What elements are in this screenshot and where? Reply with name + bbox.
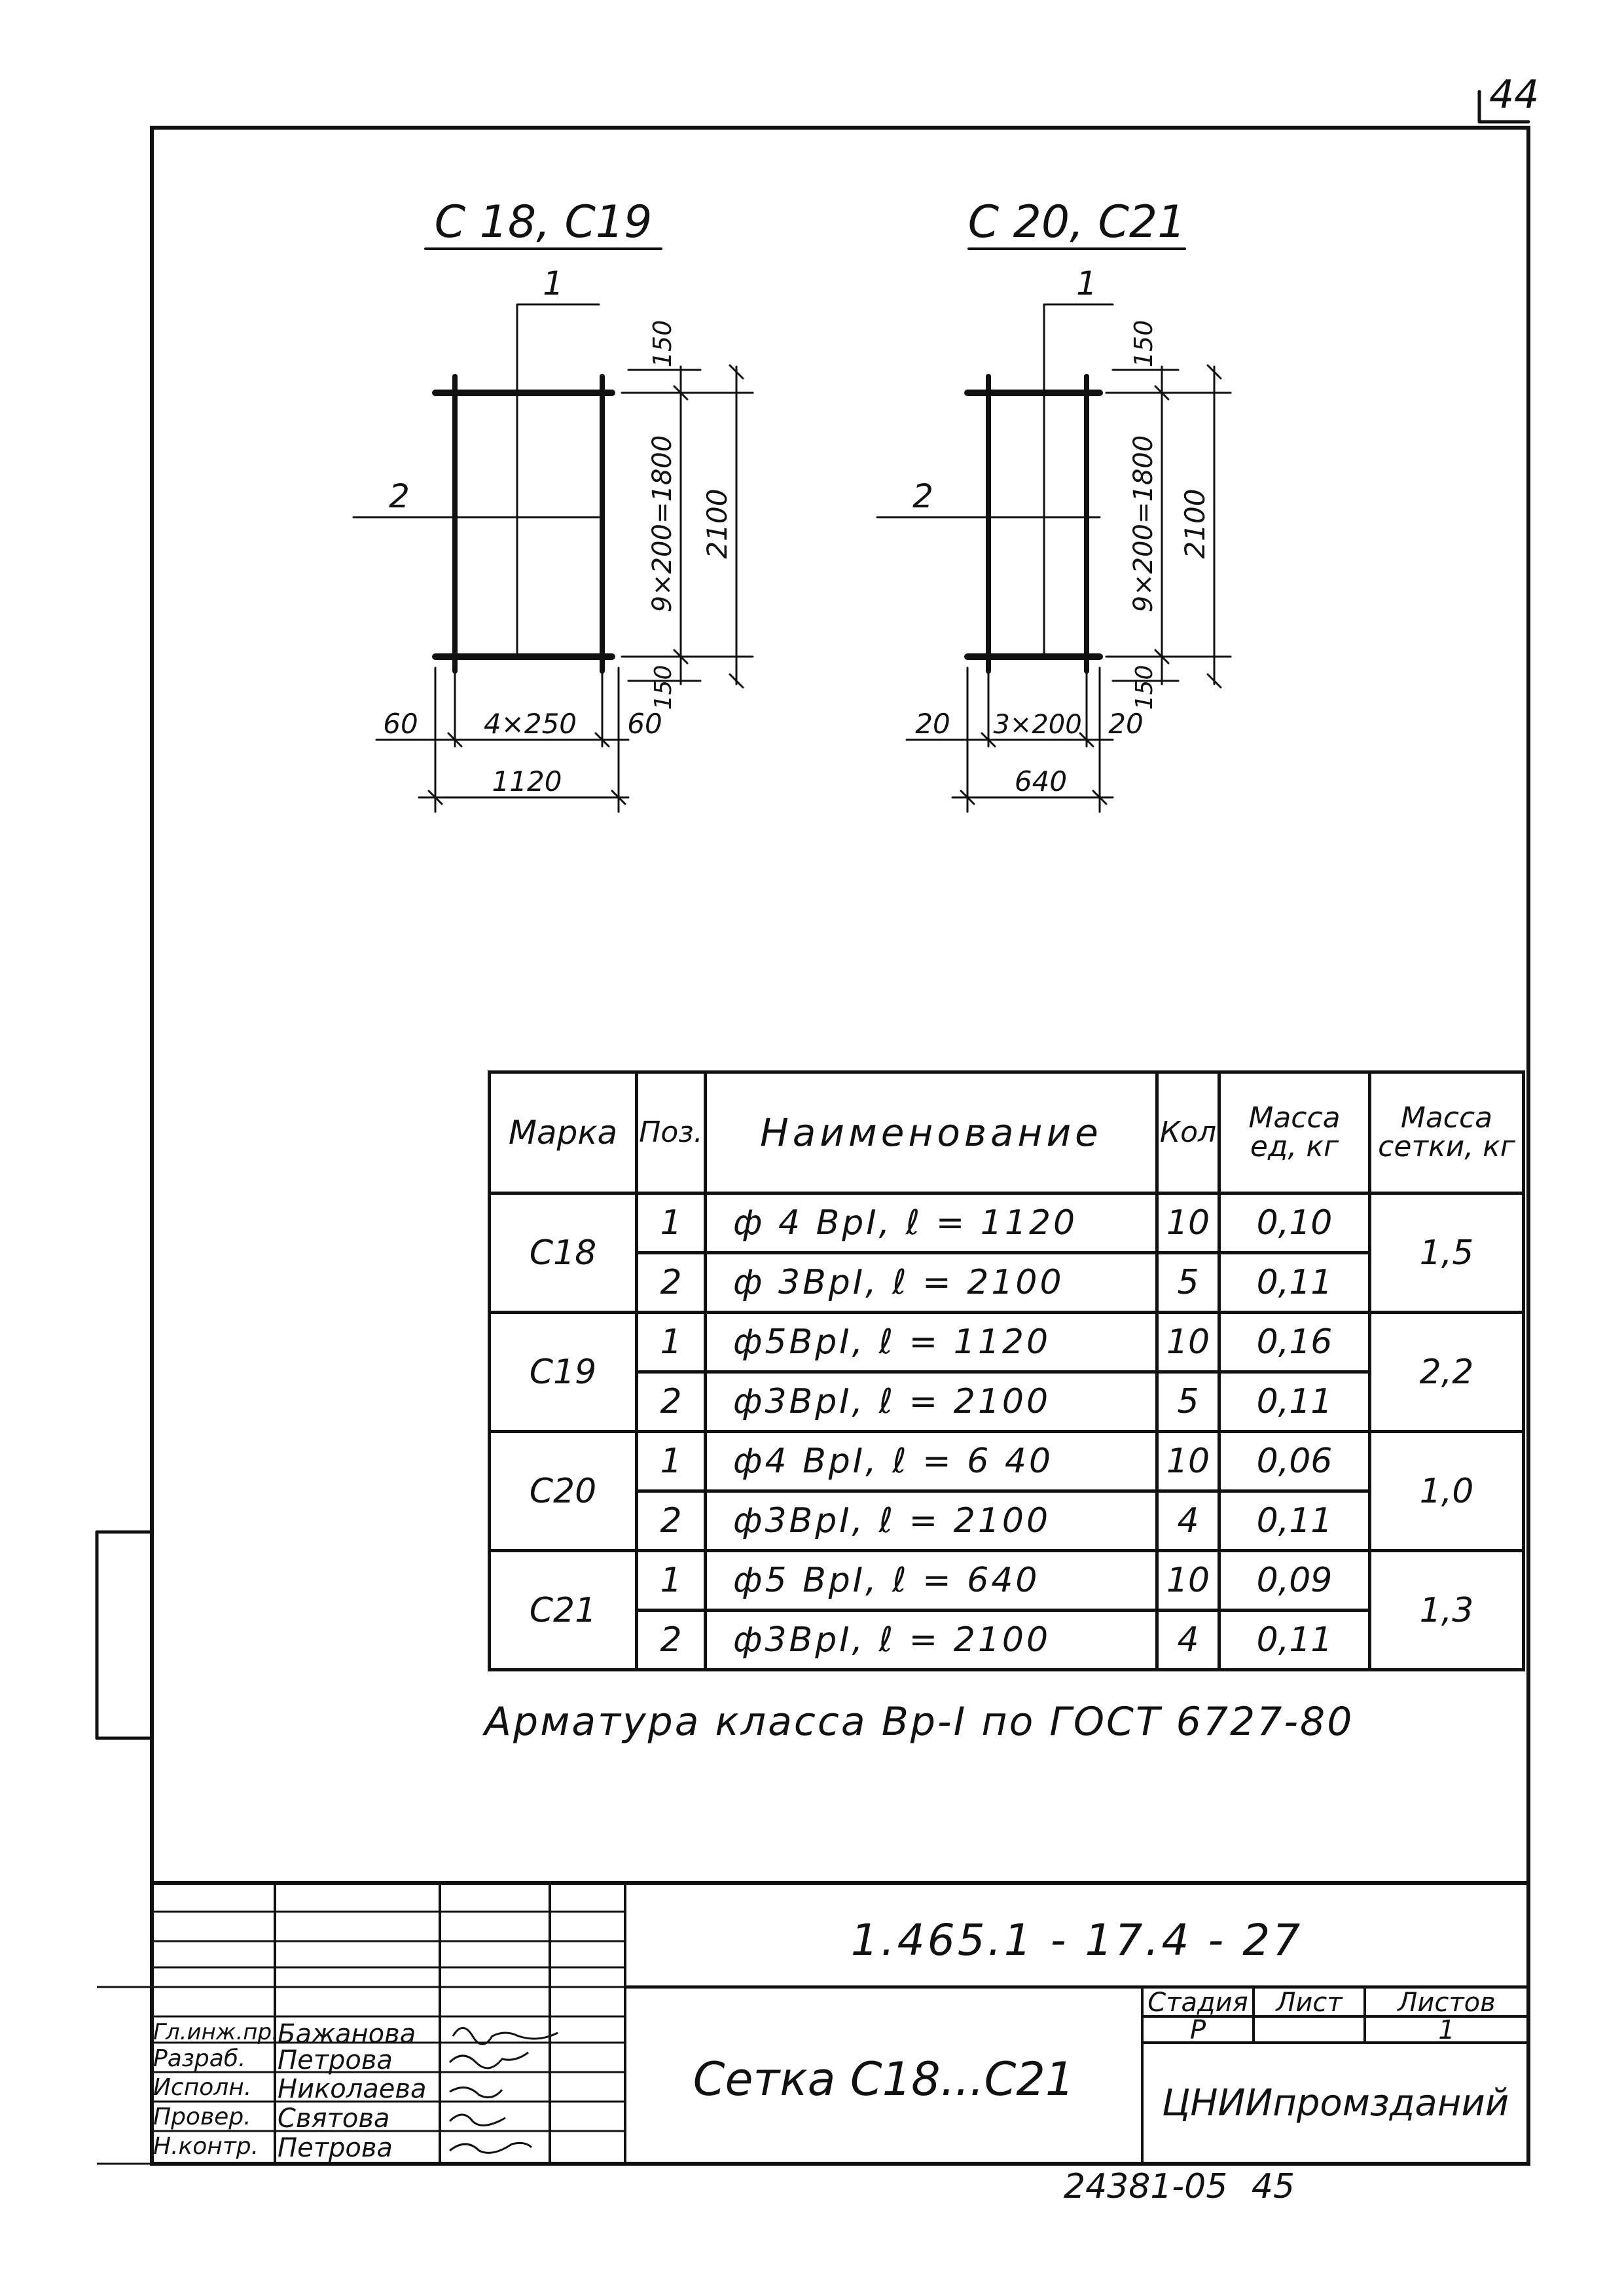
cell-name: ф3ВрI, ℓ = 2100 [706, 1491, 1157, 1551]
dim-left-overhang: 20 [915, 708, 950, 740]
signature [450, 2143, 532, 2153]
dim-span: 4×250 [483, 708, 577, 740]
archive-number [1064, 2167, 1295, 2206]
dim-middle: 9×200=1800 [1128, 435, 1159, 613]
cell-unit-mass: 0,11 [1219, 1611, 1370, 1670]
dim-total-width: 1120 [492, 765, 562, 797]
archive-code: 24381-05 [1064, 2167, 1228, 2206]
cell-unit-mass: 0,11 [1219, 1491, 1370, 1551]
archive-page: 45 [1251, 2167, 1295, 2206]
staff-role: Исполн. [153, 2074, 252, 2101]
staff-role: Гл.инж.пр. [153, 2019, 279, 2045]
document-title: Сетка С18...С21 [693, 2052, 1075, 2106]
cell-pos: 2 [637, 1491, 706, 1551]
organization: ЦНИИпромзданий [1161, 2082, 1509, 2124]
staff-name: Петрова [278, 2045, 393, 2075]
cell-name: ф3ВрI, ℓ = 2100 [706, 1611, 1157, 1670]
dim-total-height: 2100 [701, 488, 733, 559]
cell-mark: С21 [490, 1551, 637, 1670]
dim-right-overhang: 20 [1108, 708, 1144, 740]
cell-qty: 10 [1157, 1432, 1219, 1491]
signature [450, 2115, 505, 2125]
document-code: 1.465.1 - 17.4 - 27 [850, 1915, 1303, 1965]
drawing-title: С 20, С21 [967, 196, 1186, 248]
sheets-value: 1 [1438, 2015, 1455, 2045]
cell-qty: 10 [1157, 1551, 1219, 1611]
cell-name: ф5ВрI, ℓ = 1120 [706, 1313, 1157, 1372]
dim-middle: 9×200=1800 [647, 435, 677, 613]
staff-name: Николаева [278, 2074, 427, 2104]
callout-2: 2 [912, 477, 933, 515]
dim-top: 150 [648, 319, 677, 368]
cell-unit-mass: 0,11 [1219, 1253, 1370, 1313]
cell-unit-mass: 0,10 [1219, 1194, 1370, 1253]
dim-bottom: 150 [1131, 665, 1158, 710]
rebar-note: Арматура класса Вр-I по ГОСТ 6727-80 [484, 1699, 1354, 1745]
stage-label: Стадия [1147, 1988, 1248, 2018]
cell-mark: С20 [490, 1432, 637, 1551]
header-mark: Марка [490, 1072, 637, 1194]
drawing-title: С 18, С19 [434, 196, 653, 248]
cell-name: ф4 ВрI, ℓ = 6 40 [706, 1432, 1157, 1491]
callout-2: 2 [389, 477, 410, 515]
dim-total-width: 640 [1014, 765, 1068, 797]
header-unit-mass: Масса ед, кг [1219, 1072, 1370, 1194]
cell-name: ф 4 ВрI, ℓ = 1120 [706, 1194, 1157, 1253]
cell-pos: 2 [637, 1253, 706, 1313]
cell-qty: 4 [1157, 1491, 1219, 1551]
sheets-label: Листов [1398, 1988, 1496, 2018]
cell-pos: 1 [637, 1194, 706, 1253]
signature [453, 2028, 558, 2045]
dim-total-height: 2100 [1179, 488, 1211, 559]
cell-pos: 2 [637, 1372, 706, 1432]
cell-mesh-mass: 1,0 [1370, 1432, 1524, 1551]
signature-scribbles [440, 2016, 597, 2164]
header-mesh-mass: Масса сетки, кг [1370, 1072, 1524, 1194]
header-name: Наименование [706, 1072, 1157, 1194]
dim-left-overhang: 60 [383, 708, 418, 740]
page-number: 44 [1489, 72, 1540, 118]
staff-name: Святова [278, 2104, 390, 2134]
dim-bottom: 150 [650, 665, 677, 710]
cell-unit-mass: 0,06 [1219, 1432, 1370, 1491]
staff-name: Бажанова [278, 2019, 416, 2049]
signature [450, 2052, 528, 2068]
stage-value: Р [1189, 2015, 1206, 2045]
cell-mark: С18 [490, 1194, 637, 1313]
cell-pos: 1 [637, 1432, 706, 1491]
cell-qty: 5 [1157, 1253, 1219, 1313]
cell-qty: 10 [1157, 1313, 1219, 1372]
cell-qty: 10 [1157, 1194, 1219, 1253]
cell-unit-mass: 0,09 [1219, 1551, 1370, 1611]
cell-pos: 1 [637, 1313, 706, 1372]
callout-1: 1 [1076, 264, 1097, 302]
cell-unit-mass: 0,16 [1219, 1313, 1370, 1372]
cell-pos: 1 [637, 1551, 706, 1611]
cell-qty: 5 [1157, 1372, 1219, 1432]
cell-name: ф3ВрI, ℓ = 2100 [706, 1372, 1157, 1432]
cell-qty: 4 [1157, 1611, 1219, 1670]
cell-mesh-mass: 2,2 [1370, 1313, 1524, 1432]
cell-name: ф 3ВрI, ℓ = 2100 [706, 1253, 1157, 1313]
staff-role: Н.контр. [153, 2133, 259, 2160]
cell-pos: 2 [637, 1611, 706, 1670]
staff-role: Разраб. [153, 2045, 246, 2072]
signature [450, 2088, 502, 2098]
cell-name: ф5 ВрI, ℓ = 640 [706, 1551, 1157, 1611]
cell-mesh-mass: 1,3 [1370, 1551, 1524, 1670]
callout-1: 1 [543, 264, 564, 302]
sheet-label: Лист [1276, 1988, 1343, 2018]
dim-top: 150 [1129, 319, 1158, 368]
dim-right-overhang: 60 [627, 708, 662, 740]
header-qty: Кол [1157, 1072, 1219, 1194]
staff-role: Провер. [153, 2104, 251, 2130]
dim-span: 3×200 [993, 710, 1082, 740]
cell-unit-mass: 0,11 [1219, 1372, 1370, 1432]
header-pos: Поз. [637, 1072, 706, 1194]
cell-mark: С19 [490, 1313, 637, 1432]
staff-name: Петрова [278, 2133, 393, 2163]
cell-mesh-mass: 1,5 [1370, 1194, 1524, 1313]
